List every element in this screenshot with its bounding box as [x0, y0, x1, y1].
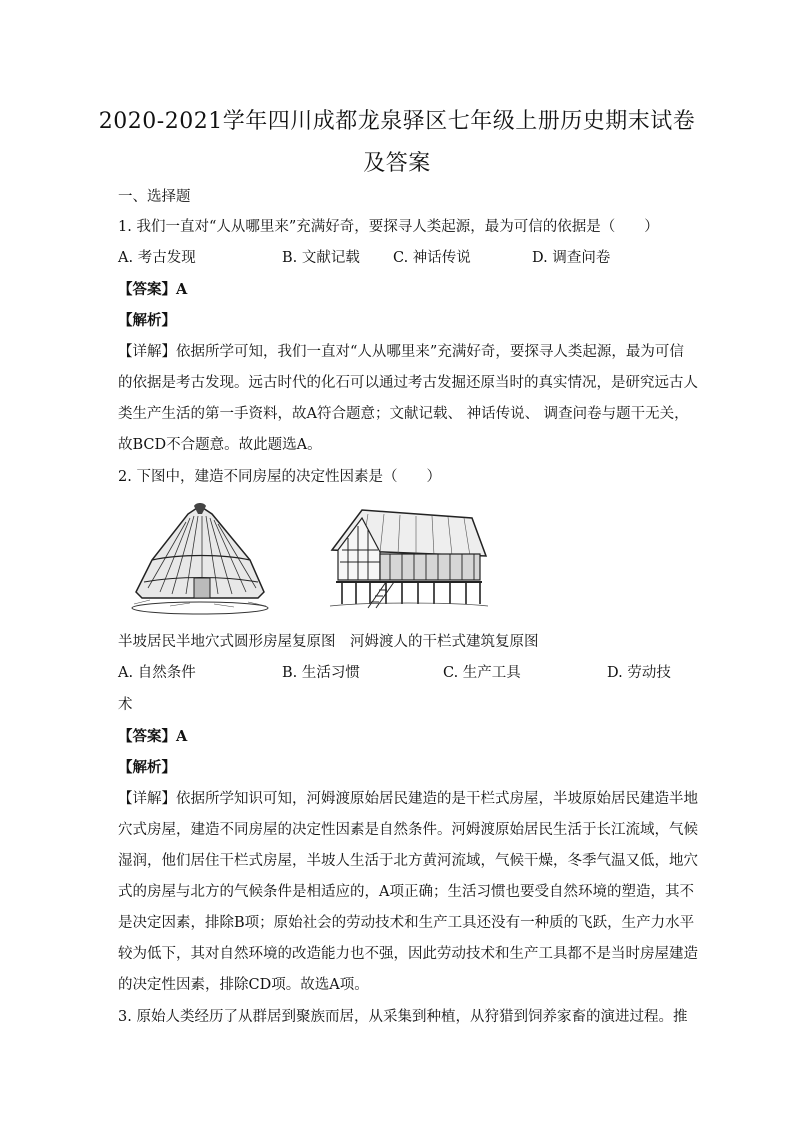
q1-analysis-label: 【解析】: [118, 312, 176, 329]
q2-option-d-wrap: 术: [118, 697, 133, 713]
q1-detail-line: 的依据是考古发现。远古时代的化石可以通过考古发掘还原当时的真实情况，是研究远古人: [118, 375, 698, 391]
q2-detail-line: 式的房屋与北方的气候条件是相适应的，A项正确；生活习惯也要受自然环境的塑造，其不: [118, 884, 694, 900]
q2-detail-line: 【详解】依据所学知识可知，河姆渡原始居民建造的是干栏式房屋，半坡原始居民建造半地: [118, 791, 698, 807]
q2-detail-line: 较为低下，其对自然环境的改造能力也不强，因此劳动技术和生产工具都不是当时房屋建造: [118, 946, 698, 962]
q2-option-c: C. 生产工具: [443, 665, 521, 681]
banpo-round-hut-illustration: [130, 500, 270, 615]
q1-detail-line: 类生产生活的第一手资料，故A符合题意；文献记载、 神话传说、 调查问卷与题干无关，: [118, 406, 689, 422]
q2-option-b: B. 生活习惯: [282, 665, 360, 681]
hemudu-stilt-house-illustration: [328, 504, 490, 612]
question-2-stem: 2. 下图中，建造不同房屋的决定性因素是（ ）: [118, 469, 441, 485]
question-3-stem: 3. 原始人类经历了从群居到聚族而居，从采集到种植，从狩猎到饲养家畜的演进过程。推: [118, 1009, 688, 1025]
q1-detail-line: 故BCD不合题意。故此题选A。: [118, 437, 322, 453]
q2-detail-line: 是决定因素，排除B项；原始社会的劳动技术和生产工具还没有一种质的飞跃，生产力水平: [118, 915, 695, 931]
section-heading: 一、选择题: [118, 189, 191, 205]
document-title-line1: 2020-2021学年四川成都龙泉驿区七年级上册历史期末试卷: [98, 109, 696, 134]
q1-option-d: D. 调查问卷: [532, 250, 611, 266]
q2-option-a: A. 自然条件: [118, 665, 196, 681]
q1-option-a: A. 考古发现: [118, 250, 196, 266]
question-1-stem: 1. 我们一直对“人从哪里来”充满好奇，要探寻人类起源，最为可信的依据是（ ）: [118, 219, 659, 235]
q2-detail-line: 的决定性因素，排除CD项。故选A项。: [118, 977, 369, 993]
q2-analysis-label: 【解析】: [118, 759, 176, 776]
q2-answer: 【答案】A: [118, 728, 188, 745]
q1-detail-line: 【详解】依据所学可知，我们一直对“人从哪里来”充满好奇，要探寻人类起源，最为可信: [118, 344, 684, 360]
q2-detail-line: 穴式房屋，建造不同房屋的决定性因素是自然条件。河姆渡原始居民生活于长江流域，气候: [118, 822, 698, 838]
q2-image-caption: 半坡居民半地穴式圆形房屋复原图 河姆渡人的干栏式建筑复原图: [118, 634, 539, 650]
q2-detail-line: 湿润，他们居住干栏式房屋，半坡人生活于北方黄河流域，气候干燥，冬季气温又低，地穴: [118, 853, 698, 869]
q1-option-b: B. 文献记载: [282, 250, 360, 266]
q1-option-c: C. 神话传说: [393, 250, 471, 266]
document-title-line2: 及答案: [363, 151, 431, 176]
q1-answer: 【答案】A: [118, 281, 188, 298]
q2-option-d: D. 劳动技: [607, 665, 671, 681]
